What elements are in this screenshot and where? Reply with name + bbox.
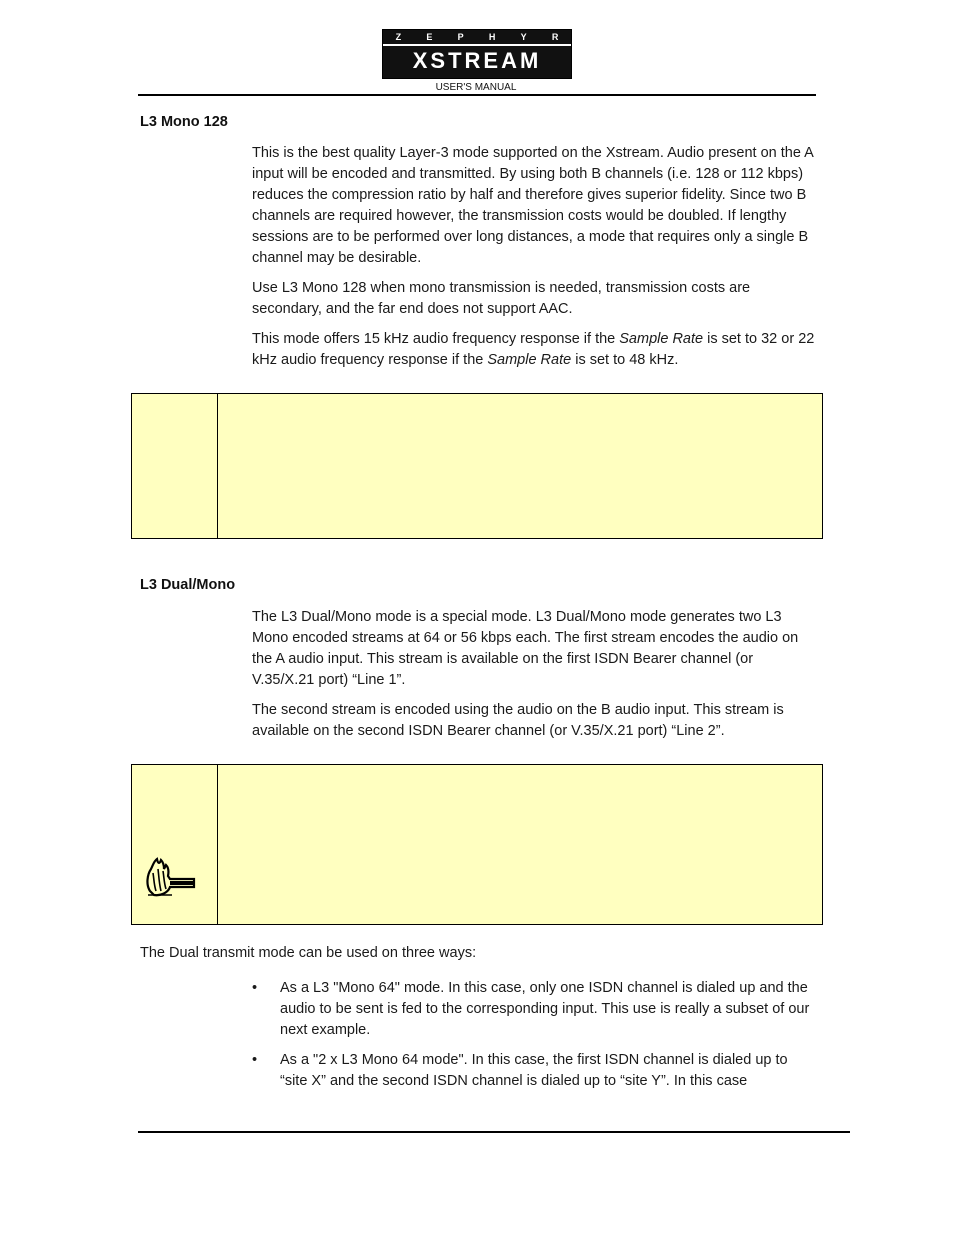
section-heading-l3-dual-mono: L3 Dual/Mono (140, 577, 236, 593)
note-box (131, 393, 823, 539)
logo-letter: H (488, 32, 496, 42)
paragraph: The L3 Dual/Mono mode is a special mode. L3 Dual/Mono mode generates two L3 Mono encoded streams at 64 or 56 kbps each. The first stream encodes the audio on the A audio input. This stream is available on the first ISDN Bearer channel (or V.35/X.21 port) “Line 1”. (252, 609, 799, 688)
paragraph: This is the best quality Layer-3 mode supported on the Xstream. Audio present on the A input will be encoded and transmitted. By using both B channels (i.e. 128 or 112 kbps) reduces the compression ratio by half and therefore gives superior fidelity. Since two B channels are required however, the transmission costs would be doubled. If lengthy sessions are to be performed over long distances, a mode that requires only a single B channel may be desirable. (252, 145, 814, 266)
paragraph: The second stream is encoded using the audio on the B audio input. This stream is available on the second ISDN Bearer channel (or V.35/X.21 port) “Line 2”. (252, 702, 784, 739)
logo-letters (383, 32, 571, 42)
paragraph (252, 329, 817, 371)
emphasis-sample-rate: Sample Rate (619, 331, 704, 347)
logo-letter: P (457, 32, 464, 42)
bullet-dot: • (252, 980, 258, 996)
pointing-hand-icon (142, 851, 202, 901)
note-box-divider (217, 765, 218, 924)
logo-letter: R (551, 32, 559, 42)
note-box (131, 764, 823, 925)
logo-letter: E (426, 32, 433, 42)
list-item-text: As a L3 "Mono 64" mode. In this case, only one ISDN channel is dialed up and the audio to be sent is fed to the corresponding input. This use is really a subset of our next example. (280, 980, 810, 1038)
logo-subtitle: USER'S MANUAL (435, 82, 517, 93)
header-rule (138, 94, 816, 96)
section-heading-l3-mono-128: L3 Mono 128 (140, 114, 228, 130)
bullet-dot: • (252, 1052, 258, 1068)
logo-box (382, 29, 572, 79)
xstream-logo (382, 29, 572, 93)
dual-intro-text: The Dual transmit mode can be used on three ways: (140, 945, 477, 961)
text-run: is set to 32 or 22 kHz audio frequency response if the (252, 331, 815, 368)
logo-stripe (383, 44, 571, 46)
logo-letter: Y (520, 32, 527, 42)
text-run: This mode offers 15 kHz audio frequency response if the (252, 331, 620, 347)
list-item (252, 978, 817, 1041)
paragraph: Use L3 Mono 128 when mono transmission is needed, transmission costs are secondary, and the far end does not support AAC. (252, 280, 751, 317)
logo-letter: Z (395, 32, 402, 42)
list-item-text: As a "2 x L3 Mono 64 mode". In this case, the first ISDN channel is dialed up to “site X” and the second ISDN channel is dialed up to “site Y”. In this case (280, 1052, 788, 1089)
note-box-divider (217, 394, 218, 538)
emphasis-sample-rate: Sample Rate (487, 352, 572, 368)
list-item (252, 1050, 817, 1092)
logo-word: XSTREAM (412, 48, 542, 73)
text-run: is set to 48 kHz. (571, 352, 679, 368)
footer-rule (138, 1131, 850, 1133)
